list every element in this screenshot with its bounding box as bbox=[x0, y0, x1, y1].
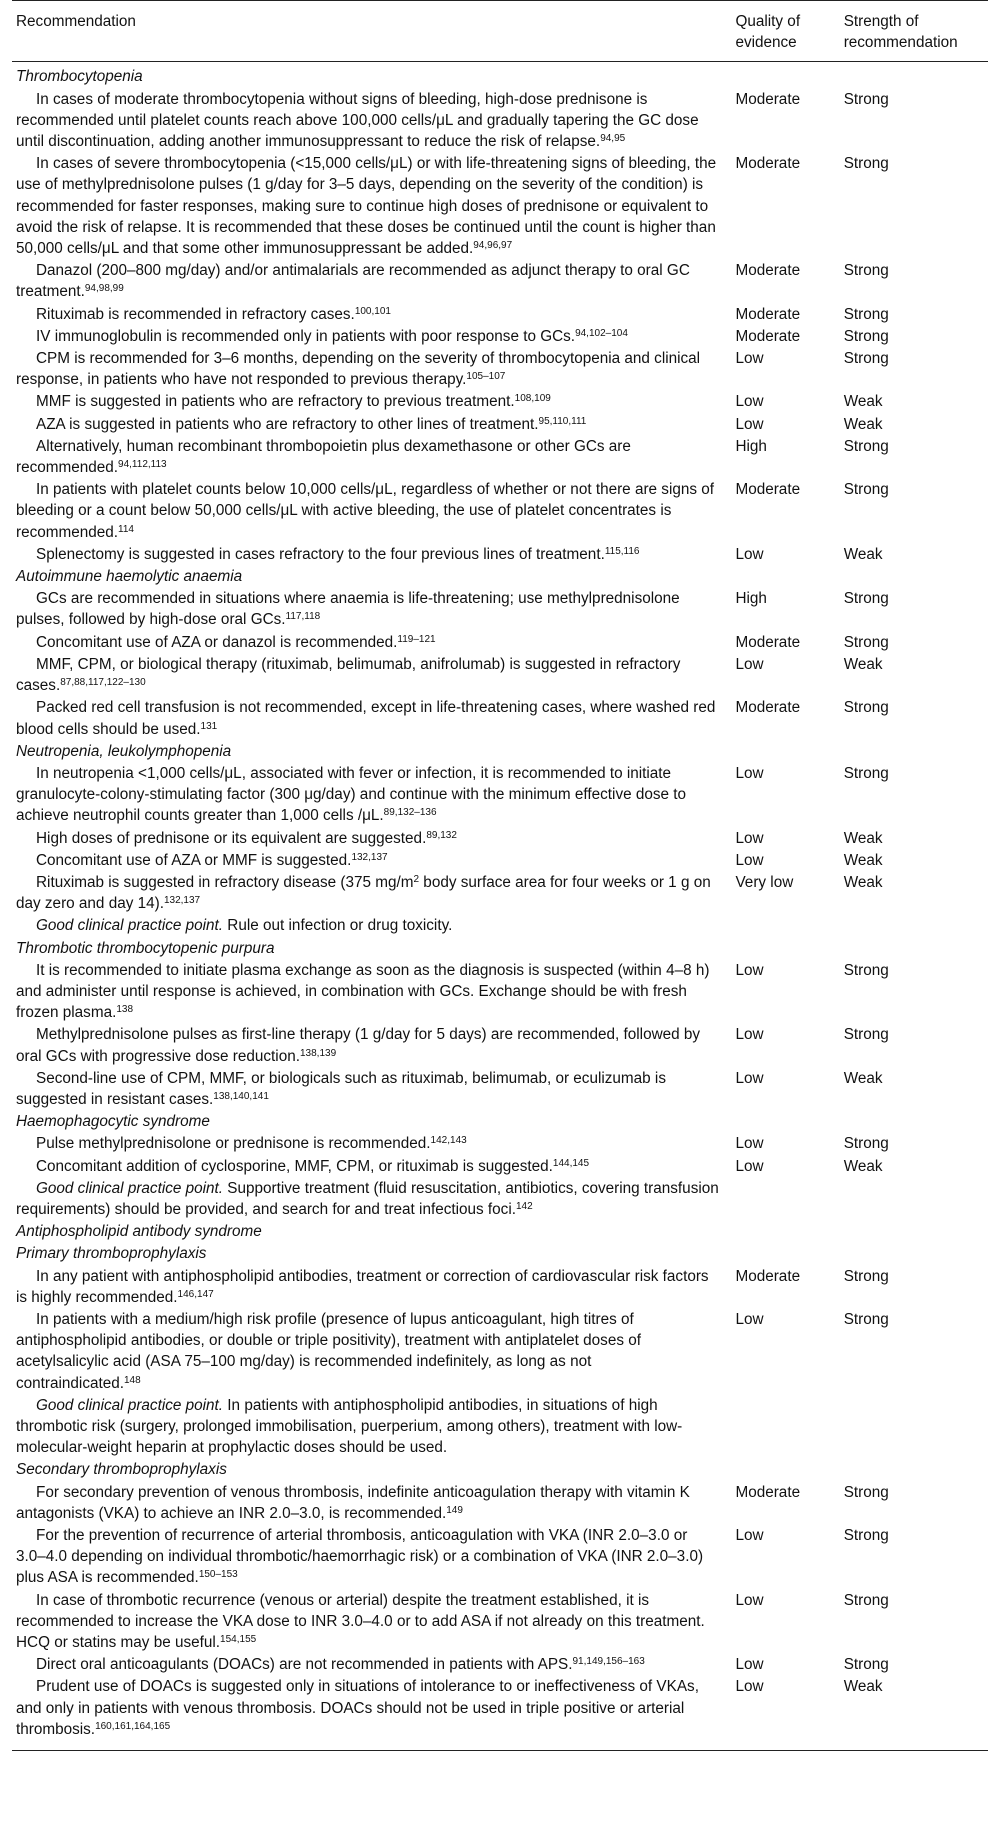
section-heading: Neutropenia, leukolymphopenia bbox=[16, 742, 232, 760]
quality-cell: Low bbox=[735, 1310, 764, 1328]
recommendation-text: Second-line use of CPM, MMF, or biologicals such as rituximab, belimumab, or eculizumab is suggested in resistant cases. bbox=[16, 1069, 666, 1108]
table-row bbox=[12, 391, 988, 413]
table-row bbox=[12, 828, 988, 850]
section-heading: Primary thromboprophylaxis bbox=[16, 1245, 207, 1263]
reference-superscript: 142 bbox=[515, 1200, 533, 1212]
good-practice-label: Good clinical practice point. bbox=[36, 917, 224, 935]
quality-cell: Low bbox=[735, 1026, 764, 1044]
strength-cell: Strong bbox=[843, 590, 889, 608]
reference-superscript: 132,137 bbox=[351, 851, 388, 863]
strength-cell: Strong bbox=[843, 1591, 889, 1609]
recommendation-cell bbox=[12, 348, 723, 391]
recommendation-cell bbox=[12, 1156, 723, 1178]
recommendation-text: In patients with antiphospholipid antibodies, in situations of high thrombotic risk (surgery, prolonged immobilisation, puerperium, among others), treatment with low-molecular-weight heparin at prophylactic doses should be used. bbox=[16, 1396, 683, 1457]
table-row bbox=[12, 1024, 988, 1067]
quality-cell: Low bbox=[735, 764, 764, 782]
recommendation-text: In neutropenia <1,000 cells/μL, associated with fever or infection, it is recommended to initiate granulocyte-colony-stimulating factor (300 μg/day) and continue with the minimum effective dose to achieve neutrophil counts greater than 1,000 cells /μL. bbox=[16, 764, 687, 825]
recommendation-text: Pulse methylprednisolone or prednisone is recommended. bbox=[36, 1135, 431, 1153]
reference-superscript: 146,147 bbox=[177, 1288, 214, 1300]
recommendation-text: Rule out infection or drug toxicity. bbox=[223, 917, 453, 935]
quality-cell: Moderate bbox=[735, 699, 801, 717]
quality-cell: Moderate bbox=[735, 633, 801, 651]
strength-cell: Strong bbox=[843, 1135, 889, 1153]
section-heading: Secondary thromboprophylaxis bbox=[16, 1461, 227, 1479]
table-row bbox=[12, 960, 988, 1025]
recommendation-text: In cases of severe thrombocytopenia (<15,000 cells/μL) or with life-threatening signs of bleeding, the use of methylprednisolone pulses (1 g/day for 3–5 days, depending on the severity of the condition) is recommended for faster responses, making sure to continue high doses of prednisone or equivalent to avoid the risk of relapse. It is recommended that these doses be continued until the count is higher than 50,000 cells/μL and that some other immunosuppressant be added. bbox=[16, 155, 717, 258]
recommendation-text: Packed red cell transfusion is not recommended, except in life-threatening cases, where washed red blood cells should be used. bbox=[16, 699, 716, 738]
recommendation-text: Rituximab is suggested in refractory disease (375 mg/m bbox=[36, 873, 414, 891]
recommendations-table-container bbox=[12, 0, 988, 1751]
strength-cell: Strong bbox=[843, 1026, 889, 1044]
reference-superscript: 108,109 bbox=[514, 393, 551, 405]
quality-cell: Low bbox=[735, 393, 764, 411]
recommendation-text: Alternatively, human recombinant thrombopoietin plus dexamethasone or other GCs are recommended. bbox=[16, 437, 631, 477]
recommendation-cell bbox=[12, 436, 723, 479]
recommendation-text: In patients with platelet counts below 10,000 cells/μL, regardless of whether or not there are signs of bleeding or a count below 50,000 cells/μL with active bleeding, the use of platelet concentrates is recommended. bbox=[16, 481, 715, 541]
recommendation-text: Concomitant use of AZA or MMF is suggested. bbox=[36, 851, 352, 869]
section-row bbox=[12, 62, 988, 89]
recommendation-cell bbox=[12, 326, 723, 348]
quality-cell: Low bbox=[735, 415, 764, 433]
quality-cell: Low bbox=[735, 1157, 764, 1175]
table-row bbox=[12, 304, 988, 326]
quality-cell: Low bbox=[735, 350, 764, 368]
reference-superscript: 87,88,117,122–130 bbox=[60, 677, 146, 689]
reference-superscript: 132,137 bbox=[163, 895, 201, 907]
recommendation-cell bbox=[12, 828, 723, 850]
recommendation-cell bbox=[12, 850, 723, 872]
section-row bbox=[12, 1111, 988, 1133]
strength-cell: Strong bbox=[843, 437, 889, 455]
quality-cell: Moderate bbox=[735, 1267, 801, 1285]
recommendation-cell bbox=[12, 588, 723, 631]
recommendation-cell bbox=[12, 1266, 723, 1309]
table-row bbox=[12, 1133, 988, 1155]
recommendation-text: For secondary prevention of venous thrombosis, indefinite anticoagulation therapy with vitamin K antagonists (VKA) to achieve an INR 2.0–3.0, is recommended. bbox=[16, 1483, 690, 1522]
quality-cell: Moderate bbox=[735, 305, 801, 323]
unit-superscript: 2 bbox=[413, 873, 420, 885]
quality-cell: Moderate bbox=[735, 90, 801, 108]
recommendations-table bbox=[12, 0, 988, 1751]
table-row bbox=[12, 1482, 988, 1525]
recommendation-text: GCs are recommended in situations where anaemia is life-threatening; use methylprednisolone pulses, followed by high-dose oral GCs. bbox=[16, 590, 680, 629]
table-row bbox=[12, 479, 988, 544]
strength-cell: Strong bbox=[843, 155, 889, 173]
header-strength: Strength of recommendation bbox=[843, 13, 958, 52]
quality-cell: Low bbox=[735, 1591, 764, 1609]
recommendation-text-continued: body surface area for four weeks or 1 g on day zero and day 14). bbox=[16, 873, 711, 913]
recommendation-cell bbox=[12, 391, 723, 413]
section-row bbox=[12, 1459, 988, 1481]
reference-superscript: 94,96,97 bbox=[473, 240, 513, 252]
recommendation-cell bbox=[12, 1068, 723, 1111]
reference-superscript: 150–153 bbox=[198, 1569, 238, 1581]
strength-cell bbox=[840, 915, 988, 937]
strength-cell: Strong bbox=[843, 1310, 889, 1328]
recommendation-cell bbox=[12, 1525, 723, 1590]
recommendation-cell bbox=[12, 544, 723, 566]
recommendation-cell bbox=[12, 872, 723, 915]
reference-superscript: 117,118 bbox=[285, 611, 321, 623]
reference-superscript: 144,145 bbox=[552, 1157, 590, 1169]
table-row bbox=[12, 414, 988, 436]
section-row bbox=[12, 566, 988, 588]
strength-cell: Weak bbox=[843, 1157, 883, 1175]
recommendation-cell bbox=[12, 260, 723, 303]
reference-superscript: 138,139 bbox=[299, 1047, 337, 1059]
reference-superscript: 160,161,164,165 bbox=[95, 1720, 171, 1732]
table-row bbox=[12, 89, 988, 154]
recommendation-text: MMF, CPM, or biological therapy (rituximab, belimumab, anifrolumab) is suggested in refractory cases. bbox=[16, 655, 681, 695]
recommendation-text: Prudent use of DOACs is suggested only in situations of intolerance to or ineffectiveness of VKAs, and only in patients with venous thrombosis. DOACs should not be used in triple positive or arterial thrombosis. bbox=[16, 1678, 699, 1738]
recommendation-text: Methylprednisolone pulses as first-line therapy (1 g/day for 5 days) are recommended, followed by oral GCs with progressive dose reduction. bbox=[16, 1026, 701, 1065]
quality-cell: Moderate bbox=[735, 327, 801, 345]
table-row bbox=[12, 697, 988, 740]
recommendation-text: Concomitant use of AZA or danazol is recommended. bbox=[36, 633, 398, 651]
quality-cell bbox=[723, 1178, 839, 1221]
recommendation-cell bbox=[12, 960, 723, 1025]
recommendation-cell bbox=[12, 915, 723, 937]
table-body bbox=[12, 62, 988, 1751]
recommendation-cell bbox=[12, 1482, 723, 1525]
recommendation-cell bbox=[12, 89, 723, 154]
recommendation-cell bbox=[12, 1309, 723, 1395]
strength-cell: Weak bbox=[843, 829, 883, 847]
strength-cell bbox=[840, 1178, 988, 1221]
recommendation-text: For the prevention of recurrence of arterial thrombosis, anticoagulation with VKA (INR 2.0–3.0 or 3.0–4.0 depending on individual thrombotic/haemorrhagic risk) or a combination of VKA (INR 2.0–3.0) plus ASA is recommended. bbox=[16, 1527, 704, 1587]
recommendation-text: Concomitant addition of cyclosporine, MMF, CPM, or rituximab is suggested. bbox=[36, 1157, 553, 1175]
recommendation-cell bbox=[12, 632, 723, 654]
table-row bbox=[12, 260, 988, 303]
table-row bbox=[12, 1676, 988, 1750]
recommendation-text: In patients with a medium/high risk profile (presence of lupus anticoagulant, high titres of antiphospholipid antibodies, or double or triple positivity), treatment with antiplatelet doses of acetylsalicylic acid (ASA 75–100 mg/day) is recommended indefinitely, as long as not contraindicated. bbox=[16, 1310, 641, 1392]
strength-cell: Strong bbox=[843, 1483, 889, 1501]
reference-superscript: 154,155 bbox=[220, 1634, 257, 1646]
quality-cell: High bbox=[735, 437, 767, 455]
table-row bbox=[12, 436, 988, 479]
recommendation-text: Supportive treatment (fluid resuscitation, antibiotics, covering transfusion requirements) should be provided, and search for and treat infectious foci. bbox=[16, 1179, 719, 1218]
table-row bbox=[12, 654, 988, 697]
recommendation-cell bbox=[12, 1676, 723, 1750]
quality-cell: Very low bbox=[735, 873, 794, 891]
quality-cell: Low bbox=[735, 655, 764, 673]
table-row bbox=[12, 632, 988, 654]
table-row bbox=[12, 1156, 988, 1178]
strength-cell: Weak bbox=[843, 1069, 883, 1087]
reference-superscript: 94,95 bbox=[600, 133, 626, 145]
table-header bbox=[12, 1, 988, 62]
table-row bbox=[12, 1309, 988, 1395]
strength-cell: Strong bbox=[843, 1527, 889, 1545]
strength-cell: Weak bbox=[843, 873, 883, 891]
quality-cell: Low bbox=[735, 851, 764, 869]
strength-cell: Strong bbox=[843, 350, 889, 368]
recommendation-cell bbox=[12, 153, 723, 260]
quality-cell bbox=[723, 915, 839, 937]
recommendation-text: Rituximab is recommended in refractory cases. bbox=[36, 305, 355, 323]
recommendation-cell bbox=[12, 1395, 723, 1460]
reference-superscript: 138 bbox=[116, 1004, 134, 1016]
header-quality: Quality of evidence bbox=[735, 13, 801, 52]
quality-cell: Low bbox=[735, 545, 764, 563]
reference-superscript: 119–121 bbox=[397, 633, 436, 645]
recommendation-cell bbox=[12, 1590, 723, 1655]
quality-cell: Moderate bbox=[735, 155, 801, 173]
reference-superscript: 131 bbox=[200, 720, 218, 732]
section-row bbox=[12, 1221, 988, 1243]
recommendation-cell bbox=[12, 479, 723, 544]
section-heading: Antiphospholipid antibody syndrome bbox=[16, 1223, 262, 1241]
reference-superscript: 114 bbox=[118, 523, 134, 535]
recommendation-cell bbox=[12, 654, 723, 697]
reference-superscript: 94,102–104 bbox=[575, 327, 628, 339]
reference-superscript: 94,98,99 bbox=[84, 283, 124, 295]
table-row bbox=[12, 1590, 988, 1655]
strength-cell: Weak bbox=[843, 415, 883, 433]
recommendation-cell bbox=[12, 697, 723, 740]
recommendation-text: High doses of prednisone or its equivalent are suggested. bbox=[36, 829, 427, 847]
good-practice-row bbox=[12, 1395, 988, 1460]
recommendation-text: Splenectomy is suggested in cases refractory to the four previous lines of treatment. bbox=[36, 545, 605, 563]
good-practice-label: Good clinical practice point. bbox=[36, 1179, 224, 1197]
reference-superscript: 89,132–136 bbox=[383, 807, 437, 819]
recommendation-text: It is recommended to initiate plasma exchange as soon as the diagnosis is suspected (within 4–8 h) and administer until response is achieved, in combination with GCs. Exchange should be with fresh frozen plasma. bbox=[16, 961, 710, 1022]
recommendation-text: Direct oral anticoagulants (DOACs) are not recommended in patients with APS. bbox=[36, 1656, 573, 1674]
quality-cell: Low bbox=[735, 829, 764, 847]
table-row bbox=[12, 1525, 988, 1590]
quality-cell bbox=[723, 1395, 839, 1460]
recommendation-cell bbox=[12, 1178, 723, 1221]
strength-cell: Weak bbox=[843, 545, 883, 563]
strength-cell: Strong bbox=[843, 633, 889, 651]
reference-superscript: 91,149,156–163 bbox=[572, 1656, 645, 1668]
recommendation-text: IV immunoglobulin is recommended only in patients with poor response to GCs. bbox=[36, 327, 576, 345]
strength-cell: Weak bbox=[843, 393, 883, 411]
quality-cell: High bbox=[735, 590, 767, 608]
table-row bbox=[12, 1068, 988, 1111]
reference-superscript: 115,116 bbox=[604, 545, 640, 557]
table-row bbox=[12, 326, 988, 348]
section-heading: Autoimmune haemolytic anaemia bbox=[16, 568, 243, 586]
reference-superscript: 95,110,111 bbox=[538, 415, 587, 427]
strength-cell: Strong bbox=[843, 764, 889, 782]
strength-cell: Strong bbox=[843, 481, 889, 499]
quality-cell: Moderate bbox=[735, 262, 801, 280]
recommendation-cell bbox=[12, 1024, 723, 1067]
recommendation-text: MMF is suggested in patients who are refractory to previous treatment. bbox=[36, 393, 515, 411]
recommendation-cell bbox=[12, 304, 723, 326]
recommendation-text: In cases of moderate thrombocytopenia without signs of bleeding, high-dose prednisone is recommended until platelet counts reach above 100,000 cells/μL and gradually tapering the GC dose until discontinuation, adding another immunosuppressant to reduce the risk of relapse. bbox=[16, 90, 699, 151]
good-practice-row bbox=[12, 1178, 988, 1221]
quality-cell: Low bbox=[735, 1069, 764, 1087]
good-practice-label: Good clinical practice point. bbox=[36, 1396, 224, 1414]
strength-cell: Strong bbox=[843, 90, 889, 108]
quality-cell: Low bbox=[735, 1135, 764, 1153]
table-row bbox=[12, 588, 988, 631]
table-row bbox=[12, 544, 988, 566]
quality-cell: Low bbox=[735, 1678, 764, 1696]
header-row bbox=[12, 1, 988, 62]
strength-cell: Strong bbox=[843, 327, 889, 345]
recommendation-text: In any patient with antiphospholipid antibodies, treatment or correction of cardiovascular risk factors is highly recommended. bbox=[16, 1267, 709, 1306]
section-row bbox=[12, 741, 988, 763]
strength-cell: Weak bbox=[843, 655, 883, 673]
strength-cell: Strong bbox=[843, 1656, 889, 1674]
strength-cell: Weak bbox=[843, 1678, 883, 1696]
section-heading: Thrombotic thrombocytopenic purpura bbox=[16, 939, 275, 957]
header-recommendation: Recommendation bbox=[16, 13, 136, 30]
recommendation-text: Danazol (200–800 mg/day) and/or antimalarials are recommended as adjunct therapy to oral GC treatment. bbox=[16, 262, 690, 301]
good-practice-row bbox=[12, 915, 988, 937]
section-heading: Haemophagocytic syndrome bbox=[16, 1113, 210, 1131]
quality-cell: Moderate bbox=[735, 1483, 801, 1501]
recommendation-cell bbox=[12, 763, 723, 828]
recommendation-cell bbox=[12, 414, 723, 436]
strength-cell: Strong bbox=[843, 305, 889, 323]
reference-superscript: 138,140,141 bbox=[213, 1090, 269, 1102]
strength-cell bbox=[840, 1395, 988, 1460]
section-row bbox=[12, 938, 988, 960]
section-heading: Thrombocytopenia bbox=[16, 68, 143, 86]
section-row bbox=[12, 1243, 988, 1265]
recommendation-cell bbox=[12, 1133, 723, 1155]
reference-superscript: 149 bbox=[446, 1504, 463, 1516]
reference-superscript: 94,112,113 bbox=[118, 459, 167, 471]
strength-cell: Strong bbox=[843, 961, 889, 979]
recommendation-cell bbox=[12, 1654, 723, 1676]
quality-cell: Low bbox=[735, 1656, 764, 1674]
reference-superscript: 89,132 bbox=[426, 829, 457, 841]
quality-cell: Moderate bbox=[735, 481, 801, 499]
table-row bbox=[12, 1654, 988, 1676]
quality-cell: Low bbox=[735, 1527, 764, 1545]
table-row bbox=[12, 153, 988, 260]
recommendation-text: AZA is suggested in patients who are refractory to other lines of treatment. bbox=[36, 415, 539, 433]
table-row bbox=[12, 763, 988, 828]
table-row bbox=[12, 850, 988, 872]
quality-cell: Low bbox=[735, 961, 764, 979]
reference-superscript: 142,143 bbox=[430, 1135, 467, 1147]
table-row bbox=[12, 1266, 988, 1309]
reference-superscript: 148 bbox=[124, 1374, 141, 1386]
table-row bbox=[12, 872, 988, 915]
reference-superscript: 105–107 bbox=[466, 371, 506, 383]
recommendation-text: CPM is recommended for 3–6 months, depending on the severity of thrombocytopenia and clinical response, in patients who have not responded to previous therapy. bbox=[16, 350, 701, 389]
strength-cell: Weak bbox=[843, 851, 883, 869]
table-row bbox=[12, 348, 988, 391]
strength-cell: Strong bbox=[843, 262, 889, 280]
recommendation-text: In case of thrombotic recurrence (venous or arterial) despite the treatment established, it is recommended to increase the VKA dose to INR 3.0–4.0 or to add ASA if not already on this treatment. HCQ or statins may be useful. bbox=[16, 1591, 705, 1652]
strength-cell: Strong bbox=[843, 699, 889, 717]
reference-superscript: 100,101 bbox=[354, 305, 391, 317]
strength-cell: Strong bbox=[843, 1267, 889, 1285]
